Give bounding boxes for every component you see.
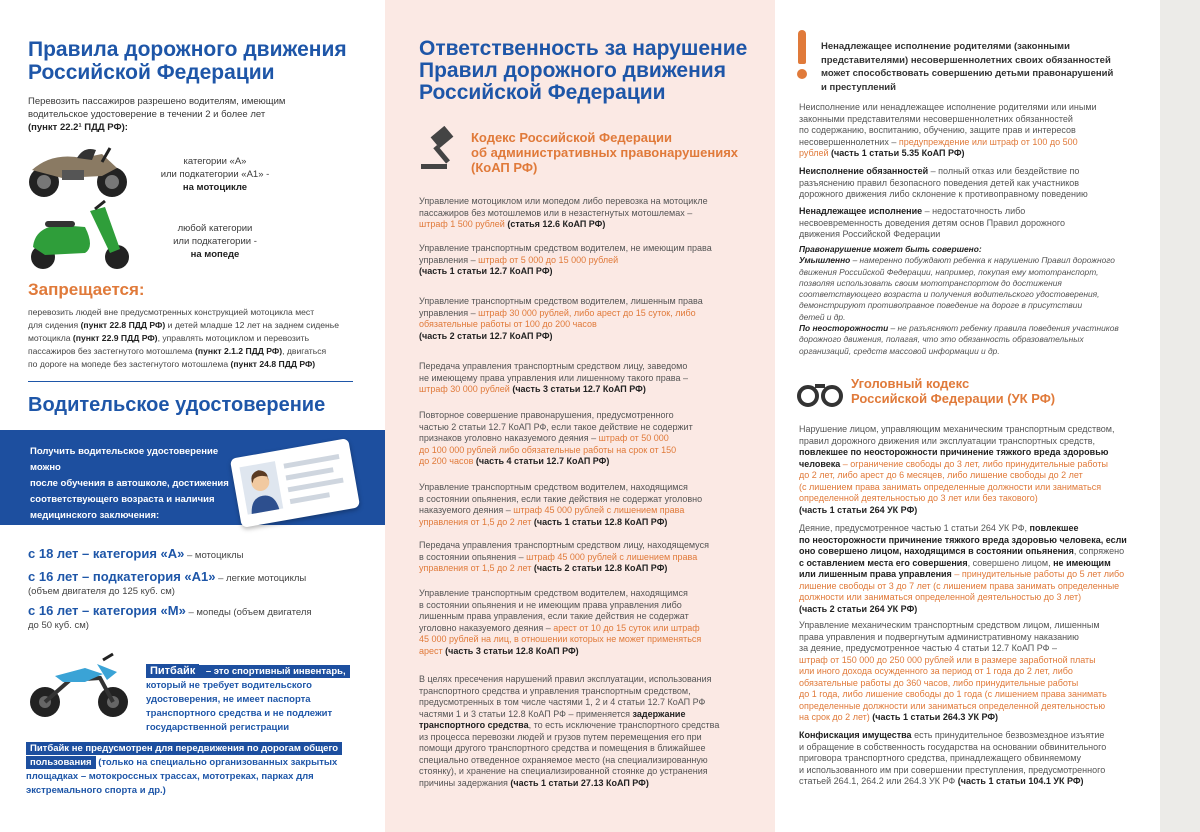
category-a1-note: (объем двигателя до 125 куб. см) (28, 586, 175, 597)
text-line: законными представителями несовершеннолетних обязанностей (799, 113, 1073, 124)
fine: штраф 30 000 рублей, либо арест до 15 суток, либо (478, 307, 696, 318)
forbidden-title: Запрещается: (28, 280, 145, 299)
law-reference: (часть 2 статьи 12.8 КоАП РФ) (531, 563, 668, 573)
text-line: транспортного средства и не подлежит (146, 708, 333, 719)
text-line: Передача управления транспортным средством лицу, заведомо (419, 361, 688, 371)
text-line: или подкатегории - (173, 236, 257, 247)
text-line: дорожного движения, полагая, что это обязанность образовательных (799, 334, 1084, 345)
law-reference: (часть 1 статьи 264 УК РФ) (799, 504, 918, 515)
text-line: в состоянии опьянения и не имеющим права управления либо (419, 599, 682, 610)
divider (28, 381, 353, 382)
text-line: пассажиров без мотошлемов или в незастегнутых мотошлемах – (419, 207, 693, 218)
text-line: , совершено лицом, (967, 557, 1054, 568)
text-line: – это спортивный инвентарь, (199, 665, 349, 678)
text-line: предусмотренных в том числе частями 1, 2 и 4 статьи 12.7 КоАП РФ (419, 697, 706, 707)
text-line: не имеющим (1053, 557, 1111, 568)
handcuffs-icon (797, 376, 843, 410)
text-line: для сидения (28, 320, 79, 330)
title-line: Кодекс Российской Федерации (471, 130, 672, 145)
fine: – принудительные работы до 5 лет либо (951, 569, 1125, 579)
warning-text (821, 40, 1141, 94)
koap-title (471, 130, 738, 175)
pitbike-title: Питбайк (146, 664, 199, 678)
fine: до 100 000 рублей либо обязательные работы на срок от 150 (419, 444, 677, 455)
text-line: – недостаточность либо (922, 206, 1026, 216)
category-m (28, 603, 312, 618)
text-line: транспортного средства (419, 720, 529, 730)
fine: или иного дохода осужденного за период от 1 года до 2 лет, либо (799, 666, 1073, 676)
law-reference: (статья 12.6 КоАП РФ) (504, 219, 606, 229)
text-line: управления – (419, 307, 479, 318)
category-a (28, 546, 243, 561)
page-title (28, 38, 347, 84)
uk-item (799, 620, 1139, 724)
text-line: , управлять мотоциклом и перевозить (157, 333, 310, 343)
fine: – ограничение свободы до 3 лет, либо принудительные работы (840, 458, 1108, 469)
text-line: Деяние, предусмотренное частью 1 статьи 264 УК РФ, (799, 523, 1030, 533)
koap-item (419, 482, 739, 528)
text-line: Управление транспортным средством водителем, лишенным права (419, 296, 703, 306)
fine: определенные должности или заниматься определенной деятельностью (799, 700, 1106, 711)
category-title: с 18 лет – категория «А» (28, 546, 185, 561)
text-line: дорожного движения либо склонение к противоправному поведению (799, 189, 1088, 199)
text-line: Нарушение лицом, управляющим механическим транспортным средством, (799, 424, 1115, 434)
text-line: экстремального спорта и др.) (26, 785, 166, 796)
text-line: разъяснению правил безопасного поведения детей как участников (799, 177, 1080, 188)
definition (799, 166, 1139, 201)
text-line: Перевозить пассажиров разрешено водителям, имеющим (28, 96, 286, 107)
fine: штраф 1 500 рублей (419, 219, 505, 229)
text-line: и преступлений (821, 81, 896, 93)
fine: штраф от 150 000 до 250 000 рублей или в размере заработной платы (799, 654, 1096, 665)
text-line: перевозить людей вне предусмотренных конструкцией мотоцикла мест (28, 307, 315, 317)
text-line: по дороге на мопеде без застегнутого мотошлема (28, 359, 229, 369)
text-line: частями 1 и 3 статьи 12.8 КоАП РФ – применяется (419, 708, 633, 719)
definition (799, 206, 1139, 241)
text-line: права управления и подвергнутым административному наказанию (799, 631, 1079, 642)
law-reference: (часть 1 статьи 104.1 УК РФ) (955, 776, 1084, 786)
text-line: или подкатегории «А1» - (160, 169, 270, 180)
koap-item (419, 361, 739, 396)
text-line: детей и др. (799, 311, 846, 322)
term: Умышленно (799, 255, 851, 266)
text-line: пассажиров без застегнутого мотошлема (28, 346, 193, 356)
text-line: представителями) несовершеннолетних своих обязанностей (821, 54, 1111, 66)
text-line: и использованного им при совершении преступления, предусмотренного (799, 764, 1106, 775)
fine: (с лишением права занимать определенные должности или заниматься (799, 481, 1102, 492)
text-line: в состоянии опьянения – (419, 551, 527, 562)
text-line: В целях пресечения нарушений правил эксплуатации, использования (419, 674, 712, 684)
text-line: наказуемого деяния – (419, 505, 514, 515)
fine: рублей (799, 148, 829, 158)
text-line: мотоцикла (28, 333, 71, 343)
text-line: на мопеде (190, 249, 240, 260)
text-line: специально отведенное охраняемое место (на специализированную (419, 754, 708, 765)
term: Ненадлежащее исполнение (799, 206, 923, 216)
fine: должности или заниматься определенной деятельностью до 3 лет) (799, 592, 1082, 602)
title-line: Российской Федерации (28, 61, 275, 84)
fine: обязательные работы от 100 до 200 часов (419, 319, 597, 329)
category-a1 (28, 569, 306, 584)
text-line: Управление механическим транспортным средством лицом, лишенным (799, 620, 1100, 630)
column-parents-criminal (775, 0, 1160, 832)
fine: определенной деятельностью до 3 лет или без такового) (799, 493, 1038, 503)
fine: до 200 часов (419, 456, 474, 466)
title-line: Правил дорожного движения (419, 59, 726, 82)
fine: 45 000 рублей на лиц, в отношении которых не может применяться (419, 634, 702, 644)
fine: до 2 лет, либо арест до 6 месяцев, либо лишение свободы до 2 лет (799, 470, 1083, 480)
text-line: несовершеннолетних – (799, 136, 899, 147)
text-line: пользования (26, 756, 96, 769)
koap-item (419, 674, 739, 789)
title-line: (КоАП РФ) (471, 160, 538, 175)
rule-reference: (пункт 24.8 ПДД РФ) (230, 359, 316, 369)
fine: лишение свободы от 3 до 7 лет (с лишением права занимать определенные (799, 580, 1120, 591)
category-desc: – мопеды (объем двигателя (185, 607, 312, 618)
title-line: Российской Федерации (419, 81, 666, 104)
offense-forms (799, 244, 1139, 357)
text-line: транспортного средства и управления транспортным средством, (419, 685, 691, 696)
text-line: может способствовать совершению детьми правонарушений (821, 68, 1114, 79)
text-line: или лишенным права управления (799, 569, 952, 579)
text-line: – намеренно побуждают ребенка к нарушению Правил дорожного (850, 255, 1115, 266)
term: Неисполнение обязанностей (799, 166, 929, 176)
category-title: с 16 лет – подкатегория «А1» (28, 569, 216, 584)
text-line: , двигаться (282, 346, 327, 356)
text-line: медицинского заключения: (30, 510, 160, 521)
text-line: удостоверения, не имеет паспорта (146, 694, 311, 705)
law-reference: (часть 2 статьи 12.7 КоАП РФ) (419, 330, 553, 341)
title-line: Уголовный кодекс (851, 376, 970, 391)
text-line: частью 2 статьи 12.7 КоАП РФ, если такое действие не содержит (419, 421, 693, 432)
text-line: , то есть исключение транспортного средства (528, 720, 720, 730)
fine: штраф от 5 000 до 15 000 рублей (478, 254, 619, 265)
license-title: Водительское удостоверение (28, 394, 326, 416)
fine: штраф 30 000 рублей (419, 384, 510, 394)
text-line: лишенным права управления, если такие действия не содержат (419, 611, 689, 621)
moped-image (25, 197, 135, 272)
uk-item (799, 730, 1139, 788)
text-line: в состоянии опьянения, если такие действия не содержат уголовно (419, 493, 703, 504)
column-traffic-rules (0, 0, 385, 832)
text-line: Управление мотоциклом или мопедом либо перевозка на мотоцикле (419, 196, 708, 206)
column-liability (385, 0, 775, 832)
forbidden-text (28, 306, 363, 371)
text-line: оно совершено лицом, находящимся в состоянии опьянения (799, 546, 1074, 556)
motorcycle-label (155, 155, 275, 194)
fine: штраф от 50 000 (598, 433, 669, 443)
text-line: человека (799, 458, 841, 469)
law-reference: (часть 3 статьи 12.8 КоАП РФ) (442, 645, 579, 656)
warning-icon (795, 30, 809, 79)
intro-text (28, 95, 348, 134)
text-line: не имеющему права управления или лишенному такого права – (419, 372, 688, 383)
text-line: за деяние, предусмотренное частью 4 статьи 12.7 КоАП РФ – (799, 643, 1057, 653)
text-line: Получить водительское удостоверение можно (30, 446, 219, 473)
text-line: водительское удостоверение в течении 2 и более лет (28, 109, 266, 120)
fine: до 1 года, либо лишение свободы до 1 года (с лишением права занимать (799, 689, 1107, 699)
text-line: по содержанию, воспитанию, обучению, защите прав и интересов (799, 125, 1076, 135)
text-line: Ненадлежащее исполнение родителями (законными (821, 41, 1070, 52)
uk-item (799, 424, 1139, 516)
text-line: движения Российской Федерации, например, покупая ему мототранспорт, (799, 266, 1099, 277)
law-reference: (часть 3 статьи 12.7 КоАП РФ) (509, 384, 646, 394)
text-line: Питбайк не предусмотрен для передвижения по дорогам общего (26, 742, 342, 755)
pitbike-note (26, 742, 366, 798)
text-line: статьей 264.1, 264.2 или 264.3 УК РФ (799, 776, 956, 786)
text-line: – полный отказ или бездействие по (928, 166, 1080, 176)
term: Конфискация имущества (799, 730, 912, 740)
text-line: правил дорожного движения или эксплуатации транспортных средств, (799, 435, 1095, 446)
text-line: стоянку), и хранение на специализированной стоянке до устранения (419, 766, 708, 776)
text-line: с оставлением места его совершения (799, 557, 968, 568)
category-desc: – мотоциклы (184, 550, 244, 561)
uk-item (799, 523, 1139, 615)
koap-item (419, 410, 739, 468)
category-desc: – легкие мотоциклы (215, 573, 307, 584)
license-band-text (30, 444, 250, 524)
law-reference: (часть 1 статьи 12.8 КоАП РФ) (531, 516, 668, 527)
law-reference: (часть 1 статьи 12.7 КоАП РФ) (419, 266, 553, 276)
fine: штраф 45 000 рублей с лишением права (526, 551, 698, 562)
koap-item (419, 296, 739, 342)
text-line: (только на специально организованных закрытых (95, 757, 338, 768)
text-line: несвоевременность доведения детям основ Правил дорожного (799, 217, 1065, 228)
text-line: и обращение в собственность государства на основании обвинительного (799, 741, 1107, 752)
text-line: задержание (632, 708, 686, 719)
law-reference: (часть 1 статьи 27.13 КоАП РФ) (507, 777, 649, 788)
text-line: государственной регистрации (146, 722, 290, 733)
text-line: , сопряжено (1073, 546, 1125, 556)
law-reference: (часть 1 статьи 264.3 УК РФ) (869, 712, 999, 722)
text-line: по неосторожности причинение тяжкого вреда здоровью человека, если (799, 534, 1127, 545)
text-line: соответствующего возраста и наличия (30, 494, 215, 505)
text-line: движения Российской Федерации (799, 229, 941, 239)
text-line: управления – (419, 254, 479, 265)
text-line: признаков уголовно наказуемого деяния – (419, 433, 599, 443)
fine: предупреждение или штраф от 100 до 500 (898, 136, 1078, 147)
rule-reference: (пункт 22.2¹ ПДД РФ): (28, 122, 128, 133)
text-line: площадках – мотокроссных трассах, мототреках, парках для (26, 771, 314, 782)
text-line: на мотоцикле (182, 182, 248, 193)
text-line: Управление транспортным средством водителем, находящимся (419, 588, 688, 598)
title-line: Российской Федерации (УК РФ) (851, 391, 1056, 406)
text-line: есть принудительное безвозмездное изъятие (911, 730, 1105, 740)
text-line: приговора транспортного средства, принадлежащего обвиняемому (799, 753, 1082, 763)
fine: на срок до 2 лет) (799, 712, 870, 722)
category-title: с 16 лет – категория «М» (28, 603, 186, 618)
rule-reference: (пункт 2.1.2 ПДД РФ) (195, 346, 283, 356)
title-line: Правила дорожного движения (28, 38, 347, 61)
text-line: и детей младше 12 лет на заднем сиденье (167, 320, 340, 330)
title-line: Ответственность за нарушение (419, 37, 748, 60)
text-line: позволяя использовать своим мототранспортом до достижения (799, 277, 1062, 288)
text-line: причины задержания (419, 777, 508, 788)
pitbike-image (25, 652, 135, 722)
text-line: Неисполнение или ненадлежащее исполнение родителями или иными (799, 102, 1097, 112)
text-line: повлекшее по неосторожности причинение тяжкого вреда здоровью (799, 447, 1109, 457)
law-reference: (часть 1 статьи 5.35 КоАП РФ) (828, 148, 965, 158)
koap-item (419, 588, 739, 657)
category-m-note: до 50 куб. см) (28, 620, 89, 631)
text-line: из процесса перевозки людей и грузов путем перемещения его при (419, 731, 702, 742)
text-line: уголовно наказуемого деяния – (419, 622, 554, 633)
motorcycle-image (22, 140, 132, 200)
text-line: Повторное совершение правонарушения, предусмотренного (419, 410, 674, 420)
uk-title (851, 376, 1055, 406)
text-line: который не требует водительского (146, 680, 312, 691)
rule-reference: (пункт 22.8 ПДД РФ) (80, 320, 166, 330)
fine: обязательные работы до 360 часов, либо принудительные работы (799, 677, 1079, 688)
rule-reference: (пункт 22.9 ПДД РФ) (72, 333, 158, 343)
fine: арест от 10 до 15 суток или штраф (553, 622, 700, 633)
fine: управления от 1,5 до 2 лет (419, 516, 532, 527)
koap-item (419, 243, 739, 278)
text-line: Управление транспортным средством водителем, находящимся (419, 482, 688, 492)
text-line: Управление транспортным средством водителем, не имеющим права (419, 243, 712, 253)
text-line: категории «А» (183, 156, 247, 167)
fine: управления от 1,5 до 2 лет (419, 563, 532, 573)
fine: штраф 45 000 рублей с лишением права (513, 505, 685, 515)
fine: арест (419, 645, 443, 656)
term: По неосторожности (799, 323, 889, 334)
koap-item (419, 196, 739, 231)
moped-label (155, 222, 275, 261)
text-line: после обучения в автошколе, достижения (30, 478, 229, 489)
page-edge (1160, 0, 1200, 832)
text-line: повлекшее (1029, 523, 1079, 533)
text-line: любой категории (177, 223, 253, 234)
law-reference: (часть 4 статьи 12.7 КоАП РФ) (473, 456, 610, 466)
koap-item (419, 540, 739, 575)
text-line: соответствующего возраста и получения водительского удостоверения, (799, 289, 1100, 300)
text-line: демонстрируют противоправное поведение на дороге в присутствии (799, 300, 1083, 311)
subtitle: Правонарушение может быть совершено: (799, 244, 982, 254)
koap-item (799, 102, 1139, 160)
law-reference: (часть 2 статьи 264 УК РФ) (799, 603, 918, 614)
text-line: помощи другого транспортного средства и помещения в ближайшее (419, 743, 706, 753)
text-line: организаций, средств массовой информации и др. (799, 345, 1000, 356)
gavel-icon (419, 126, 465, 172)
section-title (419, 38, 747, 104)
text-line: – не разъясняют ребенку правила поведения участников (888, 323, 1119, 334)
pitbike-text (146, 664, 361, 735)
text-line: Передача управления транспортным средством лицу, находящемуся (419, 540, 709, 550)
title-line: об административных правонарушениях (471, 145, 739, 160)
